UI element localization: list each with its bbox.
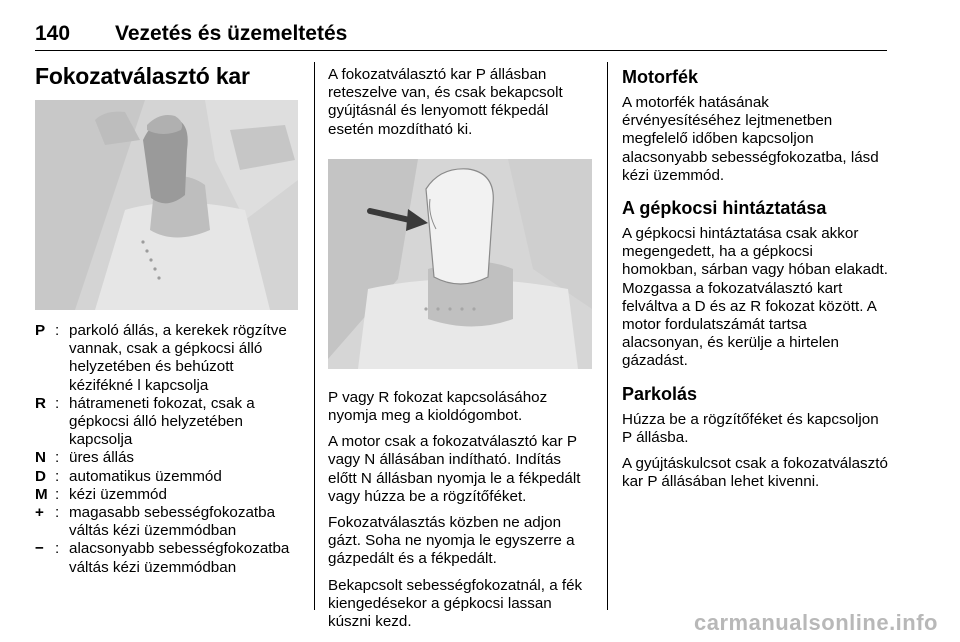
subheading-parkolas: Parkolás [622, 383, 698, 404]
list-item: D : automatikus üzemmód [35, 468, 300, 486]
paragraph-no-throttle: Fokozatválasztás közben ne adjon gázt. Soha ne nyomja le egyszerre a gázpedált és a fékpedált. [328, 514, 575, 568]
position-term: P [35, 322, 46, 339]
position-term: M [35, 485, 48, 503]
position-desc: kézi üzemmód [69, 485, 167, 503]
header-divider [35, 50, 887, 51]
list-item: + : magasabb sebességfokozatba váltás kézi üzemmódban [35, 504, 300, 540]
section-title: Fokozatválasztó kar [35, 63, 250, 89]
column-1 [35, 62, 300, 577]
intro-paragraph: A fokozatválasztó kar P állásban reteszelve van, és csak bekapcsolt gyújtásnál és lenyomott fékpedál esetén mozdítható ki. [328, 66, 563, 138]
paragraph-motorfek: A motorfék hatásának érvényesítéséhez lejtmenetben megfelelő időben kapcsoljon alacsonyabb sebességfokozatba, lásd kézi üzemmód. [622, 94, 879, 184]
gear-selector-illustration [35, 100, 298, 310]
position-desc: magasabb sebességfokozatba váltás kézi üzemmódban [69, 504, 276, 540]
position-term: N [35, 449, 46, 467]
position-desc: üres állás [69, 449, 134, 467]
column-divider-2 [607, 62, 608, 610]
page-number: 140 [35, 22, 71, 45]
position-term: − [35, 540, 44, 558]
column-divider-1 [314, 62, 315, 610]
watermark: carmanualsonline.info [694, 610, 938, 635]
column-3 [622, 62, 888, 491]
list-item: P : parkoló állás, a kerekek rögzítve vannak, csak a gépkocsi álló helyzetében és behúzott kézifékné l kapcsolja [35, 322, 300, 395]
position-desc: alacsonyabb sebességfokozatba váltás kézi üzemmódban [69, 540, 290, 576]
paragraph-parkolas-2: A gyújtáskulcsot csak a fokozatválasztó kar P állásában lehet kivenni. [622, 455, 888, 491]
paragraph-creep: Bekapcsolt sebességfokozatnál, a fék kiengedésekor a gépkocsi lassan kúszni kezd. [328, 576, 583, 631]
gear-positions-list [35, 322, 300, 577]
list-item: M : kézi üzemmód [35, 486, 300, 504]
subheading-hintaztatas: A gépkocsi hintáztatása [622, 198, 827, 219]
subheading-motorfek: Motorfék [622, 67, 698, 87]
page-header [35, 22, 887, 50]
paragraph-parkolas-1: Húzza be a rögzítőféket és kapcsoljon P állásba. [622, 410, 879, 446]
list-item: − : alacsonyabb sebességfokozatba váltás kézi üzemmódban [35, 540, 300, 576]
release-button-illustration [328, 159, 592, 369]
list-item: R : hátrameneti fokozat, csak a gépkocsi álló helyzetében kapcsolja [35, 395, 300, 450]
column-2 [328, 62, 592, 631]
list-item: N : üres állás [35, 449, 300, 467]
position-desc: hátrameneti fokozat, csak a gépkocsi álló helyzetében kapcsolja [69, 394, 255, 449]
paragraph-hintaztatas: A gépkocsi hintáztatása csak akkor megengedett, ha a gépkocsi homokban, sárban vagy hóban elakadt. Mozgassa a fokozatválasztó kart felváltva a D és az R fokozat között. A motor fordulatszámát tartsa alacsonyan, és kerülje a hirtelen gázadást. [622, 225, 888, 370]
position-term: D [35, 467, 46, 485]
paragraph-release-button: P vagy R fokozat kapcsolásához nyomja meg a kioldógombot. [328, 388, 548, 425]
position-desc: automatikus üzemmód [69, 467, 222, 485]
position-desc: parkoló állás, a kerekek rögzítve vannak, csak a gépkocsi álló helyzetében és behúzott kézifékné l kapcsolja [69, 322, 287, 394]
position-term: R [35, 394, 46, 412]
paragraph-engine-start: A motor csak a fokozatválasztó kar P vagy N állásában indítható. Indítás előtt N állásban nyomja le a fékpedált vagy húzza be a rögzítőféket. [328, 433, 581, 505]
position-term: + [35, 504, 44, 522]
chapter-title: Vezetés és üzemeltetés [115, 22, 348, 45]
